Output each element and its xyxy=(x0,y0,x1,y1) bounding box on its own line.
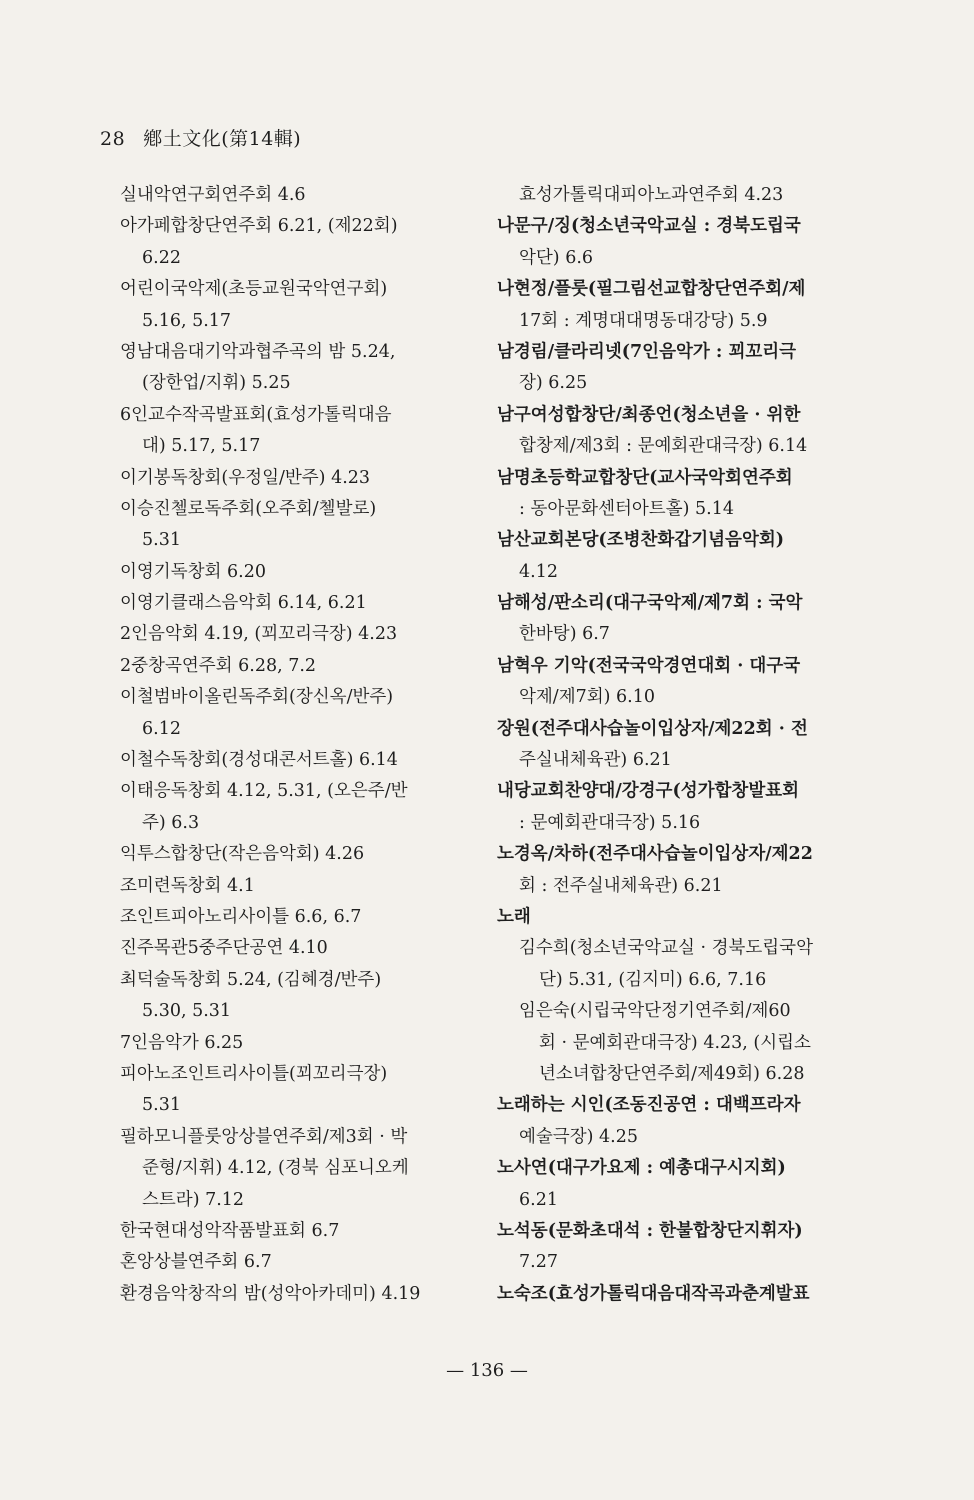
running-head xyxy=(100,124,301,151)
index-entry-line: 스트라) 7.12 xyxy=(142,1189,245,1210)
index-entry-line: 5.30, 5.31 xyxy=(142,1001,232,1022)
index-entry-line: 남구여성합창단/최종언(청소년을 · 위한 xyxy=(497,404,801,425)
index-entry-line: 임은숙(시립국악단정기연주회/제60 xyxy=(519,1001,791,1022)
index-entry-line: 노숙조(효성가톨릭대음대작곡과춘계발표 xyxy=(497,1283,810,1304)
index-entry-line: 진주목관5중주단공연 4.10 xyxy=(120,938,328,959)
index-entry-line: : 문예회관대극장) 5.16 xyxy=(519,812,701,833)
index-entry-line: 실내악연구회연주회 4.6 xyxy=(120,185,306,205)
publication-title: 鄕土文化(第14輯) xyxy=(143,128,302,150)
index-entry-line: 7.27 xyxy=(519,1252,558,1273)
index-entry-line: 17회 : 계명대대명동대강당) 5.9 xyxy=(519,310,768,331)
index-entry-line: 이태응독창회 4.12, 5.31, (오은주/반 xyxy=(120,781,408,802)
index-entry-line: 조미련독창회 4.1 xyxy=(120,875,255,896)
index-entry-line: 단) 5.31, (김지미) 6.6, 7.16 xyxy=(539,969,767,990)
index-entry-line: 영남대음대기악과협주곡의 밤 5.24, xyxy=(120,341,396,362)
left-column xyxy=(120,180,475,1310)
index-entry-line: 6인교수작곡발표회(효성가톨릭대음 xyxy=(120,404,392,425)
index-entry-line: 대) 5.17, 5.17 xyxy=(142,436,261,457)
index-entry-line: 남경림/클라리넷(7인음악가 : 꾀꼬리극 xyxy=(497,341,797,362)
index-entry-line: 회 : 전주실내체육관) 6.21 xyxy=(519,875,723,896)
index-entry-line: 악단) 6.6 xyxy=(519,247,594,268)
index-entry-line: 필하모니플룻앙상블연주회/제3회 · 박 xyxy=(120,1126,408,1147)
index-entry-line: 장) 6.25 xyxy=(519,373,588,394)
index-entry-line: 회 · 문예회관대극장) 4.23, (시립소 xyxy=(539,1032,811,1053)
index-entry-line: 남명초등학교합창단(교사국악회연주회 xyxy=(497,467,793,488)
index-entry-line: 이기봉독창회(우정일/반주) 4.23 xyxy=(120,467,371,488)
index-entry-line: 조인트피아노리사이틀 6.6, 6.7 xyxy=(120,906,362,927)
index-entry-line: 이영기클래스음악회 6.14, 6.21 xyxy=(120,593,367,614)
index-entry-line: 5.31 xyxy=(142,1095,181,1116)
index-entry-line: 아가페합창단연주회 6.21, (제22회) xyxy=(120,216,398,237)
index-entry-line: 이영기독창회 6.20 xyxy=(120,561,266,582)
index-entry-line: 이철수독창회(경성대콘서트홀) 6.14 xyxy=(120,750,398,771)
folio: — 136 — xyxy=(446,1360,528,1381)
index-entry-line: 노경옥/차하(전주대사습놀이입상자/제22 xyxy=(497,844,813,865)
index-entry-line: 장원(전주대사습놀이입상자/제22회 · 전 xyxy=(497,718,808,739)
index-entry-line: 혼앙상블연주회 6.7 xyxy=(120,1252,272,1273)
index-entry-line: 남해성/판소리(대구국악제/제7회 : 국악 xyxy=(497,593,803,614)
index-entry-line: 노석동(문화초대석 : 한불합창단지휘자) xyxy=(497,1220,803,1241)
index-entry-line: 6.12 xyxy=(142,718,181,739)
index-entry-line: 2인음악회 4.19, (꾀꼬리극장) 4.23 xyxy=(120,624,398,645)
index-entry-line: : 동아문화센터아트홀) 5.14 xyxy=(519,498,734,519)
index-entry-line: 년소녀합창단연주회/제49회) 6.28 xyxy=(539,1063,805,1084)
index-entry-line: 어린이국악제(초등교원국악연구회) xyxy=(120,279,388,300)
index-entry-line: 7인음악가 6.25 xyxy=(120,1032,244,1053)
index-entry-line: (장한업/지휘) 5.25 xyxy=(142,373,291,394)
index-entry-line: 노사연(대구가요제 : 예총대구시지회) xyxy=(497,1158,786,1179)
index-entry-line: 준형/지휘) 4.12, (경북 심포니오케 xyxy=(142,1158,409,1179)
index-entry-line: 나문구/징(청소년국악교실 : 경북도립국 xyxy=(497,216,801,237)
index-entry-line: 이승진첼로독주회(오주회/첼발로) xyxy=(120,498,377,519)
index-entry-line: 익투스합창단(작은음악회) 4.26 xyxy=(120,844,365,865)
index-entry-line: 6.21 xyxy=(519,1189,558,1210)
right-column xyxy=(497,180,872,1310)
index-entry-line: 내당교회찬양대/강경구(성가합창발표회 xyxy=(497,781,800,802)
index-entry-line: 주) 6.3 xyxy=(142,812,200,833)
index-entry-line: 6.22 xyxy=(142,247,181,268)
index-entry-line: 최덕술독창회 5.24, (김혜경/반주) xyxy=(120,969,382,990)
index-entry-line: 한국현대성악작품발표회 6.7 xyxy=(120,1220,340,1241)
page-number: 28 xyxy=(100,128,126,150)
index-entry-line: 나현정/플룻(필그림선교합창단연주회/제 xyxy=(497,279,806,300)
index-entry-line: 예술극장) 4.25 xyxy=(519,1126,638,1147)
index-entry-line: 효성가톨릭대피아노과연주회 4.23 xyxy=(519,185,784,205)
index-entry-line: 5.16, 5.17 xyxy=(142,310,232,331)
index-entry-line: 한바탕) 6.7 xyxy=(519,624,610,645)
index-entry-line: 합창제/제3회 : 문예회관대극장) 6.14 xyxy=(519,436,808,457)
index-entry-line: 노래 xyxy=(497,906,531,927)
index-entry-line: 남혁우 기악(전국국악경연대회 · 대구국 xyxy=(497,655,801,676)
index-entry-line: 피아노조인트리사이틀(꾀꼬리극장) xyxy=(120,1063,388,1084)
index-entry-line: 4.12 xyxy=(519,561,558,582)
index-entry-line: 환경음악창작의 밤(성악아카데미) 4.19 xyxy=(120,1283,421,1304)
index-entry-line: 2중창곡연주회 6.28, 7.2 xyxy=(120,655,317,676)
index-entry-line: 악제/제7회) 6.10 xyxy=(519,687,656,708)
index-entry-line: 이철범바이올린독주회(장신옥/반주) xyxy=(120,687,394,708)
index-entry-line: 남산교회본당(조병찬화갑기념음악회) xyxy=(497,530,785,551)
index-entry-line: 노래하는 시인(조동진공연 : 대백프라자 xyxy=(497,1095,801,1116)
index-entry-line: 김수희(청소년국악교실 · 경북도립국악 xyxy=(519,938,813,959)
index-entry-line: 5.31 xyxy=(142,530,181,551)
index-entry-line: 주실내체육관) 6.21 xyxy=(519,750,672,771)
